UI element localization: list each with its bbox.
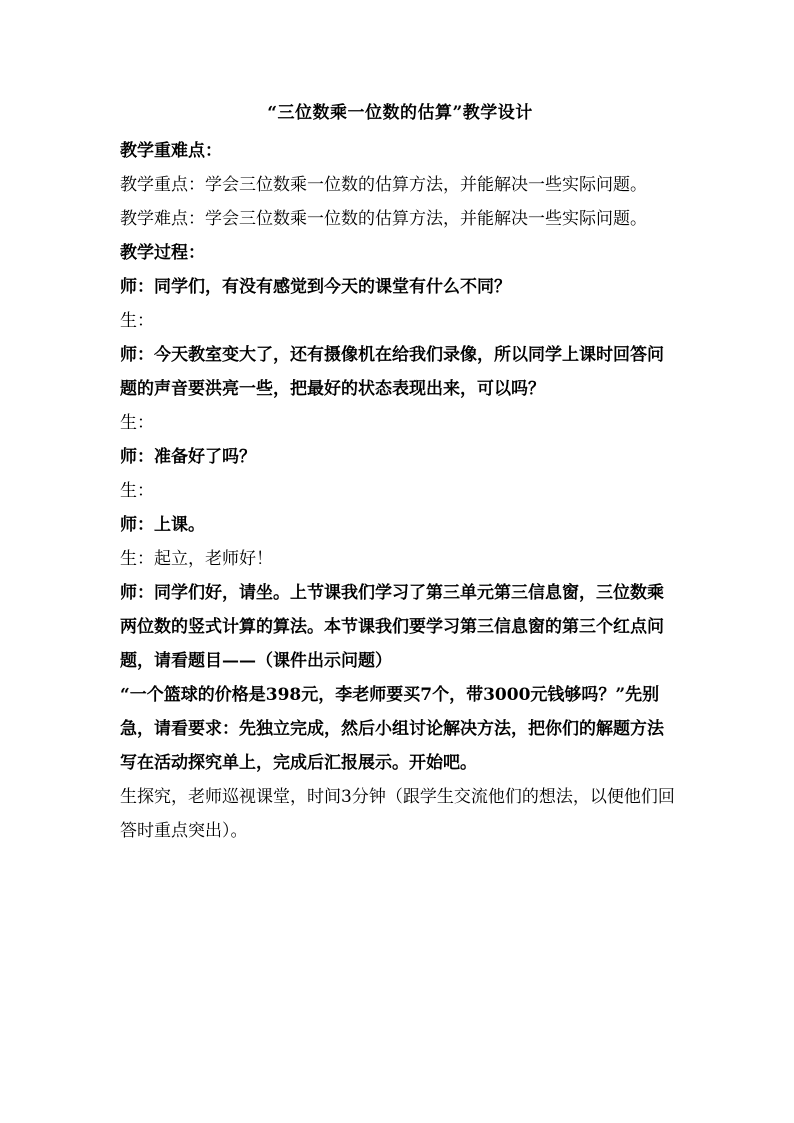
document-page (120, 100, 680, 848)
dialogue-student: 生：起立，老师好！ (120, 549, 273, 569)
dialogue-teacher: 师：今天教室变大了，还有摄像机在给我们录像，所以同学上课时回答问题的声音要洪亮一些，把最好的状态表现出来，可以吗？ (120, 345, 664, 399)
dialogue-teacher: 师：上课。 (120, 515, 205, 535)
dialogue-student: 生： (120, 481, 154, 501)
paragraph-student-explore: 生探究，老师巡视课堂，时间3分钟（跟学生交流他们的想法，以便他们回答时重点突出）。 (120, 787, 675, 841)
dialogue-student: 生： (120, 413, 154, 433)
problem-statement: “一个篮球的价格是398元，李老师要买7个，带3000元钱够吗？”先别急，请看要求：先独立完成，然后小组讨论解决方法，把你们的解题方法写在活动探究单上，完成后汇报展示。开始吧。 (120, 685, 664, 773)
dialogue-teacher: 师：同学们好，请坐。上节课我们学习了第三单元第三信息窗，三位数乘两位数的竖式计算的算法。本节课我们要学习第三信息窗的第三个红点问题，请看题目——（课件出示问题） (120, 583, 664, 671)
dialogue-teacher: 师：同学们，有没有感觉到今天的课堂有什么不同？ (120, 277, 511, 297)
document-title: “三位数乘一位数的估算”教学设计 (267, 103, 533, 123)
section-heading-key-points: 教学重难点： (120, 141, 222, 161)
dialogue-teacher: 师：准备好了吗？ (120, 447, 256, 467)
paragraph-key-point: 教学重点：学会三位数乘一位数的估算方法，并能解决一些实际问题。 (120, 175, 647, 195)
dialogue-student: 生： (120, 311, 154, 331)
paragraph-difficult-point: 教学难点：学会三位数乘一位数的估算方法，并能解决一些实际问题。 (120, 209, 647, 229)
section-heading-process: 教学过程： (120, 243, 205, 263)
